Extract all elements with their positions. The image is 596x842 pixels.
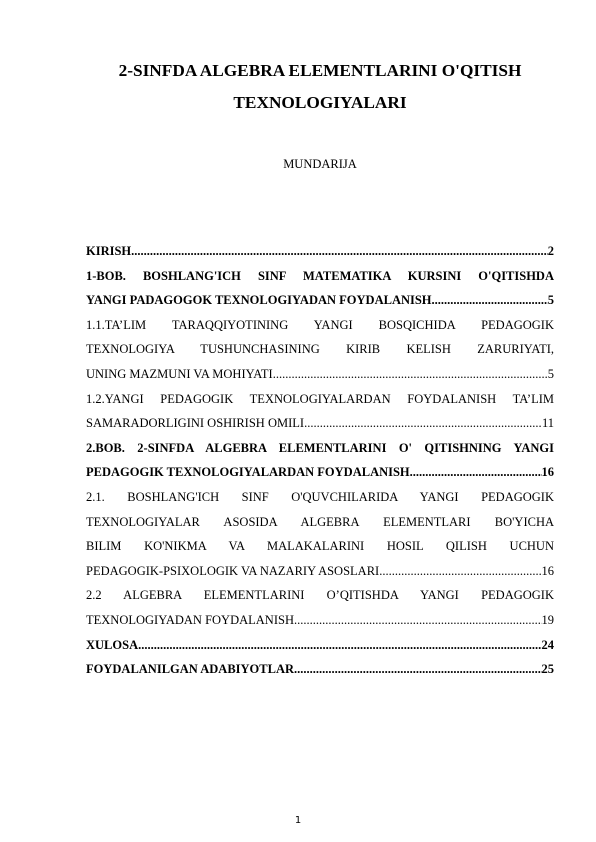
toc-entry-page: 11 <box>541 416 554 431</box>
toc-entry-title: SAMARADORLIGINI OSHIRISH OMILI <box>86 416 305 431</box>
toc-entry-title-line: TEXNOLOGIYALAR ASOSIDA ALGEBRA ELEMENTLARI BO'YICHA <box>86 514 554 529</box>
toc-entry-page: 5 <box>547 366 554 381</box>
toc-entry-section-2-2 <box>86 583 554 632</box>
dot-leader <box>432 288 548 313</box>
toc-heading: MUNDARIJA <box>283 157 357 171</box>
toc-entry-title: PEDAGOGIK TEXNOLOGIYALARDAN FOYDALANISH <box>86 465 410 480</box>
dot-leader <box>410 460 542 485</box>
toc-entry-title-line: 2.2 ALGEBRA ELEMENTLARINI O’QITISHDA YANGI PEDAGOGIK <box>86 588 554 603</box>
toc-entry-title-line: TEXNOLOGIYA TUSHUNCHASINING KIRIB KELISH ZARURIYATI, <box>86 342 554 357</box>
toc-entry-page: 24 <box>541 637 554 652</box>
dot-leader <box>294 608 542 633</box>
page-number: 1 <box>294 815 302 826</box>
dot-leader <box>304 411 542 436</box>
toc-entry-title: FOYDALANILGAN ADABIYOTLAR <box>86 662 295 677</box>
toc-entry-title-line: 1-BOB. BOSHLANG'ICH SINF MATEMATIKA KURSINI O'QITISHDA <box>86 268 554 283</box>
toc-entry-title: XULOSA <box>86 637 139 652</box>
toc-entry-page: 16 <box>541 465 554 480</box>
title-line-2: TEXNOLOGIYALARI <box>233 93 407 112</box>
toc-entry-section-1-1 <box>86 313 554 387</box>
toc-entry-page: 25 <box>541 662 554 677</box>
toc-entry-section-2-1 <box>86 485 554 583</box>
title-line-1: 2-SINFDA ALGEBRA ELEMENTLARINI O'QITISH <box>118 61 522 80</box>
toc-entry-title: KIRISH <box>86 244 132 258</box>
toc-entry-kirish <box>86 239 554 264</box>
toc-entry-title-line: 2.1. BOSHLANG'ICH SINF O'QUVCHILARIDA YANGI PEDAGOGIK <box>86 489 554 504</box>
toc-entry-title-line: BILIM KO'NIKMA VA MALAKALARINI HOSIL QILISH UCHUN <box>86 539 554 554</box>
toc-entry-title-line: 1.1.TA’LIM TARAQQIYOTINING YANGI BOSQICHIDA PEDAGOGIK <box>86 317 554 332</box>
toc-entry-chapter-2 <box>86 436 554 485</box>
dot-leader <box>294 657 541 682</box>
dot-leader <box>138 633 541 658</box>
toc-entry-adabiyotlar <box>86 657 554 682</box>
dot-leader <box>273 362 548 387</box>
toc-entry-title-line: 1.2.YANGI PEDAGOGIK TEXNOLOGIYALARDAN FOYDALANISH TA’LIM <box>86 391 554 406</box>
toc-entry-title: YANGI PADAGOGOK TEXNOLOGIYADAN FOYDALANISH <box>86 293 432 308</box>
toc-entry-page: 5 <box>547 293 554 308</box>
dot-leader <box>379 559 541 584</box>
toc-entry-chapter-1 <box>86 264 554 313</box>
toc-entry-page: 2 <box>547 244 554 258</box>
document-title <box>86 55 554 119</box>
toc-entry-title: UNING MAZMUNI VA MOHIYATI <box>86 366 273 381</box>
toc-entry-section-1-2 <box>86 387 554 436</box>
dot-leader <box>131 239 548 264</box>
toc-entry-title-line: 2.BOB. 2-SINFDA ALGEBRA ELEMENTLARINI O' QITISHNING YANGI <box>86 440 554 455</box>
toc-entry-xulosa <box>86 633 554 658</box>
toc-entry-title: PEDAGOGIK-PSIXOLOGIK VA NAZARIY ASOSLARI <box>86 563 380 578</box>
table-of-contents <box>86 239 554 682</box>
toc-entry-page: 19 <box>541 612 554 627</box>
toc-entry-page: 16 <box>541 563 554 578</box>
toc-entry-title: TEXNOLOGIYADAN FOYDALANISH <box>86 612 294 627</box>
